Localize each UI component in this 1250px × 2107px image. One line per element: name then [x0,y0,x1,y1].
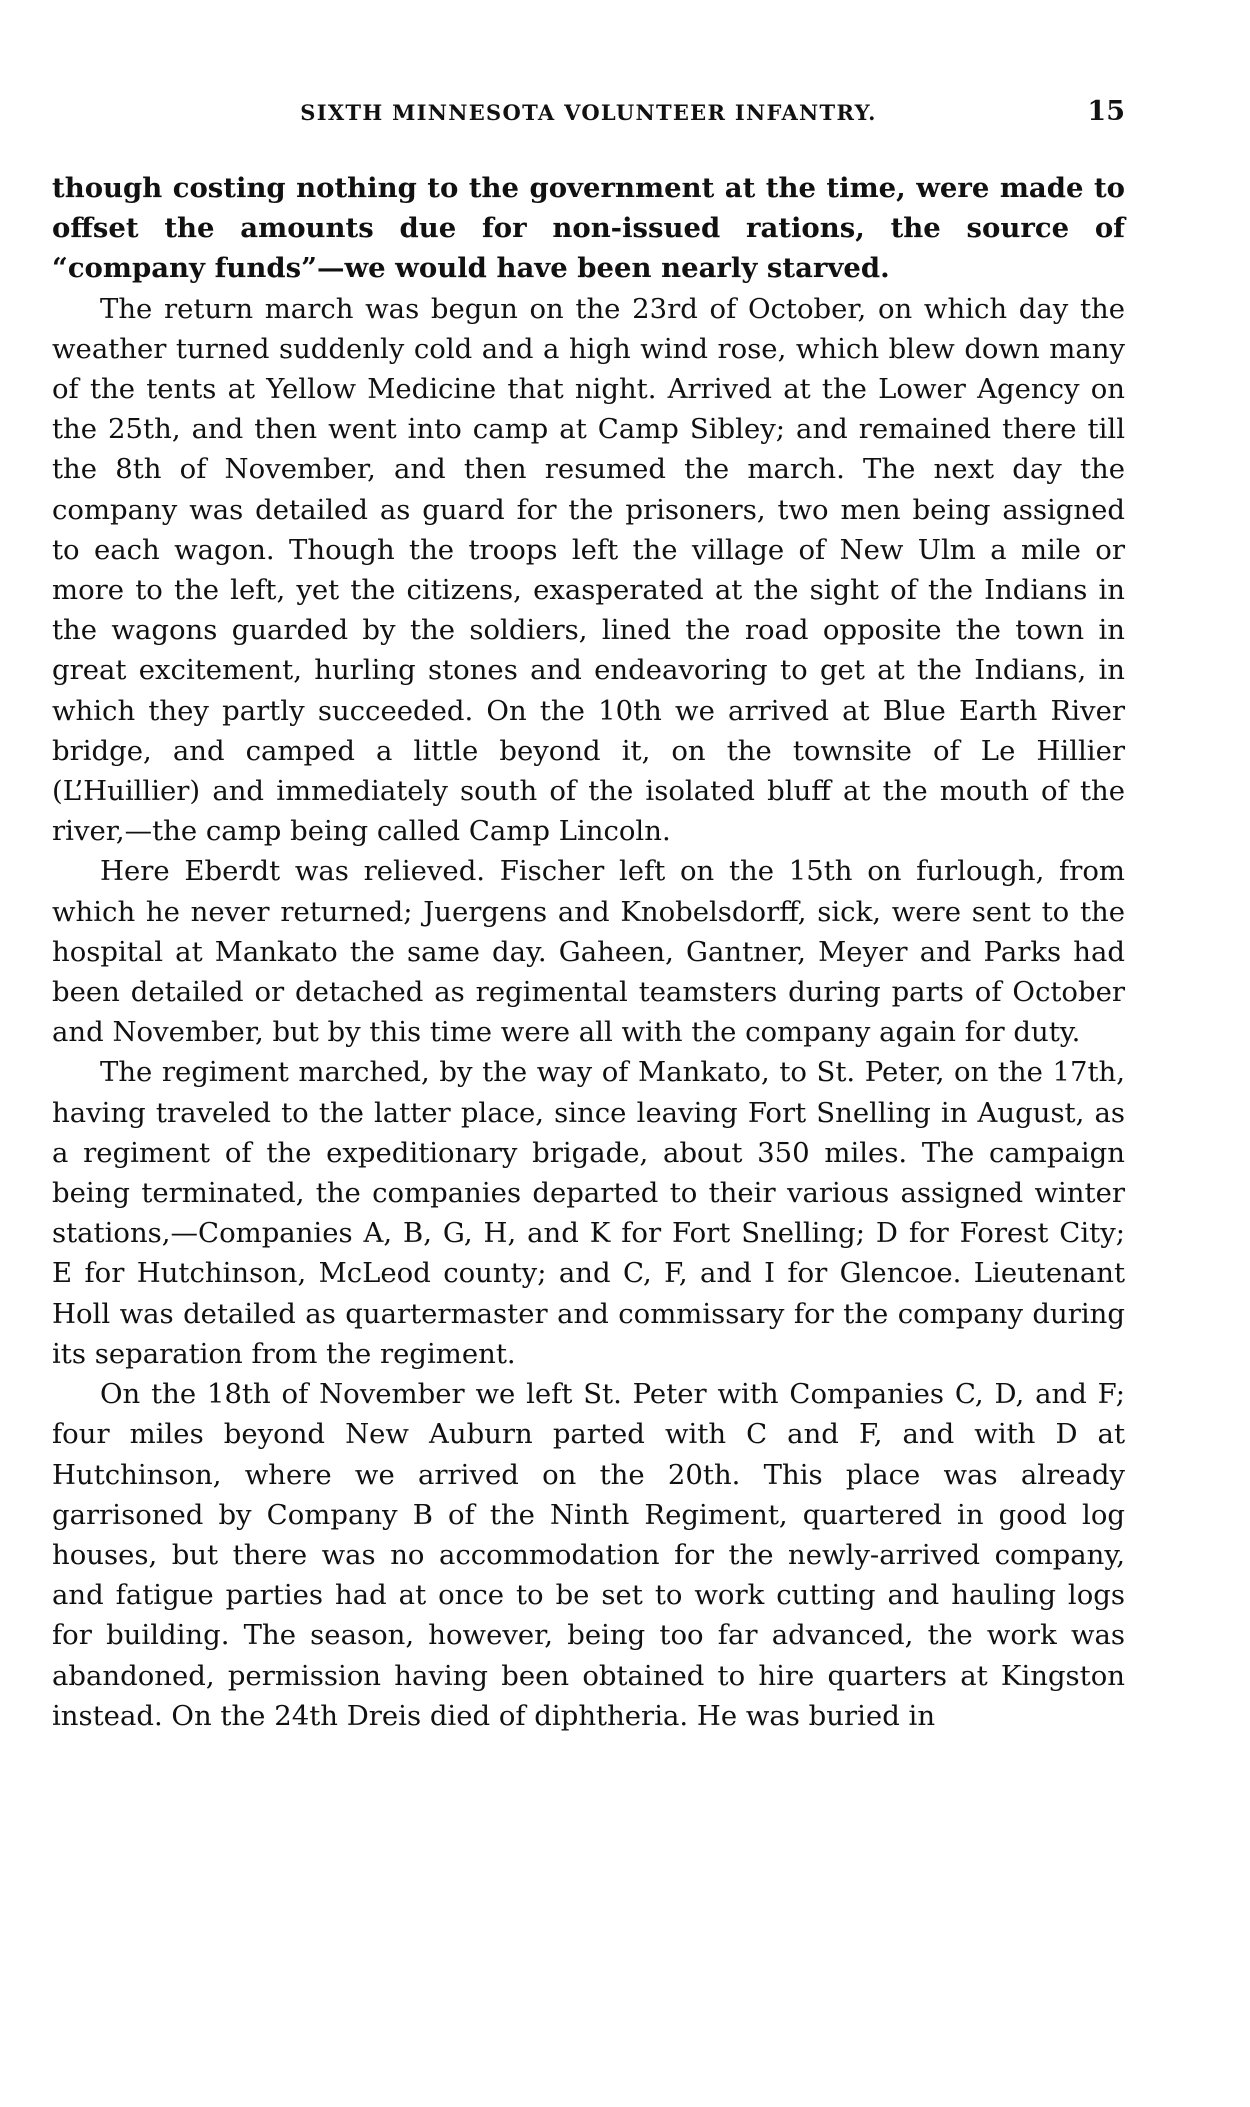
page [52,96,1125,1736]
page-number: 15 [1087,96,1125,127]
paragraph-continuation: though costing nothing to the government at the time, were made to offset the amounts due for non-issued rations, the source of “company funds”—we would have been nearly starved. [52,172,1125,285]
paragraph-eberdt-relieved: Here Eberdt was relieved. Fischer left on the 15th on furlough, from which he never returned; Juergens and Knobelsdorff, sick, were sent to the hospital at Mankato the same day. Gaheen, Gantner, Meyer and Parks had been detailed or detached as regimental teamsters during parts of October and November, but by this time were all with the company again for duty. [52,855,1125,1049]
paragraph-regiment-marched: The regiment marched, by the way of Mankato, to St. Peter, on the 17th, having traveled to the latter place, since leaving Fort Snelling in August, as a regiment of the expeditionary brigade, about 350 miles. The campaign being terminated, the companies departed to their various assigned winter stations,—Companies A, B, G, H, and K for Fort Snelling; D for Forest City; E for Hutchinson, McLeod county; and C, F, and I for Glencoe. Lieutenant Holl was detailed as quartermaster and commissary for the company during its separation from the regiment. [52,1056,1125,1370]
body-text [52,168,1125,1736]
paragraph-november-18: On the 18th of November we left St. Peter with Companies C, D, and F; four miles beyond New Auburn parted with C and F, and with D at Hutchinson, where we arrived on the 20th. This place was already garrisoned by Company B of the Ninth Regiment, quartered in good log houses, but there was no accommodation for the newly-arrived company, and fatigue parties had at once to be set to work cutting and hauling logs for building. The season, however, being too far advanced, the work was abandoned, permission having been obtained to hire quarters at Kingston instead. On the 24th Dreis died of diphtheria. He was buried in [52,1378,1125,1732]
running-title: SIXTH MINNESOTA VOLUNTEER INFANTRY. [300,100,877,125]
running-head [52,96,1125,140]
paragraph-return-march: The return march was begun on the 23rd of October, on which day the weather turned suddenly cold and a high wind rose, which blew down many of the tents at Yellow Medicine that night. Arrived at the Lower Agency on the 25th, and then went into camp at Camp Sibley; and remained there till the 8th of November, and then resumed the march. The next day the company was detailed as guard for the prisoners, two men being assigned to each wagon. Though the troops left the village of New Ulm a mile or more to the left, yet the citizens, exasperated at the sight of the Indians in the wagons guarded by the soldiers, lined the road opposite the town in great excitement, hurling stones and endeavoring to get at the Indians, in which they partly succeeded. On the 10th we arrived at Blue Earth River bridge, and camped a little beyond it, on the townsite of Le Hillier (L’Huillier) and immediately south of the isolated bluff at the mouth of the river,—the camp being called Camp Lincoln. [52,292,1125,848]
